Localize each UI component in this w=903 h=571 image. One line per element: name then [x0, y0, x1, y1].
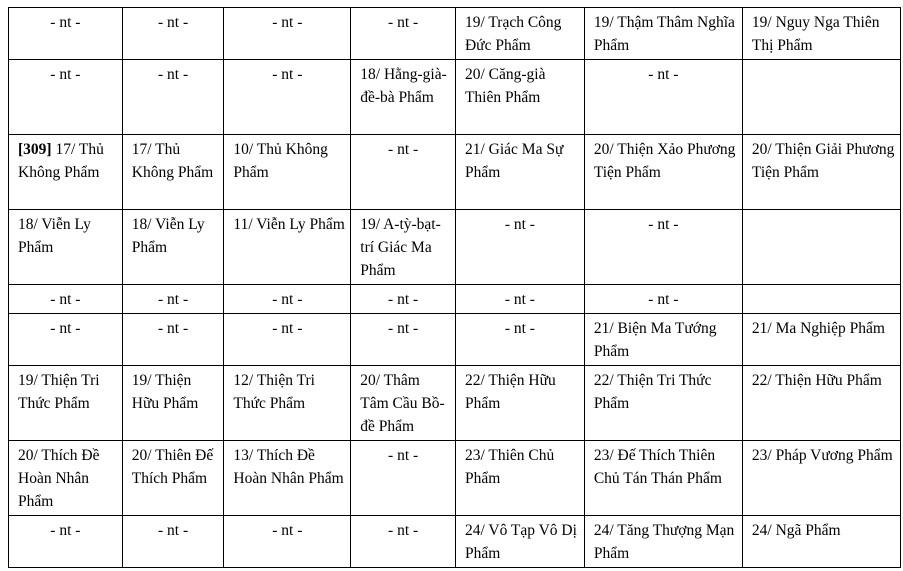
table-cell: 11/ Viễn Ly Phẩm: [224, 210, 351, 285]
comparison-table: [8, 7, 901, 568]
table-cell: - nt -: [455, 210, 584, 285]
table-cell: [742, 285, 900, 314]
table-row: [9, 210, 901, 285]
table-cell: - nt -: [122, 516, 224, 568]
table-cell: 13/ Thích Đề Hoàn Nhân Phẩm: [224, 441, 351, 516]
table-cell: 18/ Viễn Ly Phẩm: [122, 210, 224, 285]
table-cell: - nt -: [351, 516, 456, 568]
table-cell: 21/ Biện Ma Tướng Phẩm: [584, 314, 742, 366]
table-cell: 21/ Ma Nghiệp Phẩm: [742, 314, 900, 366]
table-cell: - nt -: [9, 516, 123, 568]
table-cell: 19/ A-tỳ-bạt-trí Giác Ma Phẩm: [351, 210, 456, 285]
table-cell: 20/ Thiên Đế Thích Phẩm: [122, 441, 224, 516]
table-cell: 23/ Đế Thích Thiên Chủ Tán Thán Phẩm: [584, 441, 742, 516]
table-cell: - nt -: [351, 441, 456, 516]
table-cell: - nt -: [351, 135, 456, 210]
table-cell: - nt -: [455, 314, 584, 366]
cell-text: 17/ Thủ Không Phẩm: [18, 141, 104, 181]
table-cell: - nt -: [9, 60, 123, 135]
table-cell: 10/ Thủ Không Phẩm: [224, 135, 351, 210]
table-cell: 23/ Pháp Vương Phẩm: [742, 441, 900, 516]
table-cell: 20/ Căng-già Thiên Phẩm: [455, 60, 584, 135]
table-cell: - nt -: [122, 314, 224, 366]
table-cell: 18/ Viễn Ly Phẩm: [9, 210, 123, 285]
table-cell: - nt -: [584, 210, 742, 285]
table-cell: - nt -: [584, 285, 742, 314]
table-cell: [9, 135, 123, 210]
table-cell: - nt -: [224, 516, 351, 568]
table-cell: [742, 210, 900, 285]
table-cell: 24/ Ngã Phẩm: [742, 516, 900, 568]
table-cell: - nt -: [9, 8, 123, 60]
table-cell: - nt -: [122, 285, 224, 314]
table-cell: - nt -: [224, 285, 351, 314]
table-cell: 22/ Thiện Hữu Phẩm: [742, 366, 900, 441]
table-cell: - nt -: [351, 285, 456, 314]
table-cell: - nt -: [455, 285, 584, 314]
table-row: [9, 314, 901, 366]
table-cell: 20/ Thâm Tâm Cầu Bồ-đề Phẩm: [351, 366, 456, 441]
table-cell: 24/ Vô Tạp Vô Dị Phẩm: [455, 516, 584, 568]
table-cell: 19/ Thậm Thâm Nghĩa Phẩm: [584, 8, 742, 60]
table-cell: 22/ Thiện Hữu Phẩm: [455, 366, 584, 441]
table-cell: 19/ Nguy Nga Thiên Thị Phẩm: [742, 8, 900, 60]
table-cell: - nt -: [9, 285, 123, 314]
table-row: [9, 441, 901, 516]
table-cell: 18/ Hằng-già-đề-bà Phẩm: [351, 60, 456, 135]
table-cell: 21/ Giác Ma Sự Phẩm: [455, 135, 584, 210]
table-cell: 20/ Thích Đề Hoàn Nhân Phẩm: [9, 441, 123, 516]
table-cell: 19/ Thiện Hữu Phẩm: [122, 366, 224, 441]
table-cell: 20/ Thiện Giải Phương Tiện Phẩm: [742, 135, 900, 210]
table-cell: 20/ Thiện Xảo Phương Tiện Phẩm: [584, 135, 742, 210]
table-row: [9, 366, 901, 441]
table-cell: - nt -: [224, 8, 351, 60]
table-cell: - nt -: [122, 60, 224, 135]
table-cell: 24/ Tăng Thượng Mạn Phẩm: [584, 516, 742, 568]
table-cell: 19/ Trạch Công Đức Phẩm: [455, 8, 584, 60]
table-row: [9, 8, 901, 60]
table-cell: 23/ Thiên Chủ Phẩm: [455, 441, 584, 516]
table-cell: 19/ Thiện Tri Thức Phẩm: [9, 366, 123, 441]
table-cell: 22/ Thiện Tri Thức Phẩm: [584, 366, 742, 441]
table-row: [9, 60, 901, 135]
table-row: [9, 285, 901, 314]
table-cell: - nt -: [351, 8, 456, 60]
table-cell: - nt -: [351, 314, 456, 366]
table-row: [9, 135, 901, 210]
table-row: [9, 516, 901, 568]
table-cell: - nt -: [122, 8, 224, 60]
page-reference: [309]: [18, 141, 52, 158]
table-cell: - nt -: [224, 60, 351, 135]
table-cell: 17/ Thủ Không Phẩm: [122, 135, 224, 210]
table-cell: - nt -: [9, 314, 123, 366]
table-cell: - nt -: [584, 60, 742, 135]
table-cell: 12/ Thiện Tri Thức Phẩm: [224, 366, 351, 441]
table-cell: [742, 60, 900, 135]
table-cell: - nt -: [224, 314, 351, 366]
